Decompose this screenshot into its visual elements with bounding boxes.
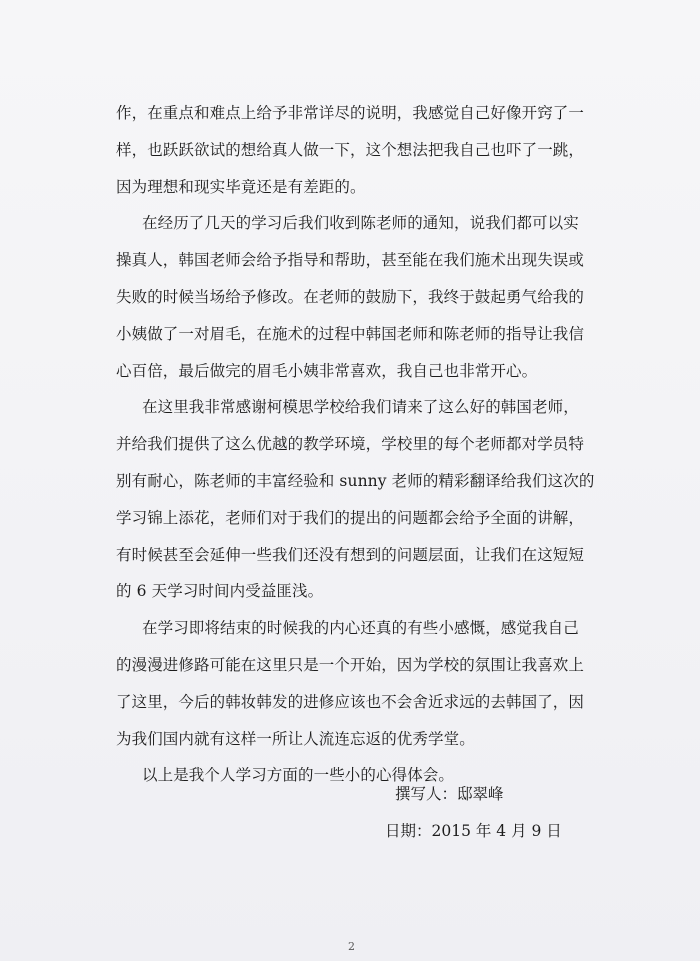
text-line: 样，也跃跃欲试的想给真人做一下，这个想法把我自己也吓了一跳， xyxy=(116,140,585,159)
text-line: 的 6 天学习时间内受益匪浅。 xyxy=(116,582,324,601)
text-line: 有时候甚至会延伸一些我们还没有想到的问题层面，让我们在这短短 xyxy=(116,545,585,564)
page-number: 2 xyxy=(348,940,355,953)
text-line: 小姨做了一对眉毛，在施术的过程中韩国老师和陈老师的指导让我信 xyxy=(116,324,585,343)
text-line: 学习锦上添花，老师们对于我们的提出的问题都会给予全面的讲解， xyxy=(116,508,585,527)
text-line: 了这里，今后的韩妆韩发的进修应该也不会舍近求远的去韩国了，因 xyxy=(116,692,585,711)
text-line: 为我们国内就有这样一所让人流连忘返的优秀学堂。 xyxy=(116,729,475,748)
text-line: 操真人，韩国老师会给予指导和帮助，甚至能在我们施术出现失误或 xyxy=(116,251,585,270)
paragraph-start-line: 在经历了几天的学习后我们收到陈老师的通知，说我们都可以实 xyxy=(142,214,579,233)
signer-line: 撰写人：邸翠峰 xyxy=(395,785,504,803)
paragraph-start-line: 以上是我个人学习方面的一些小的心得体会。 xyxy=(142,766,455,785)
text-line: 失败的时候当场给予修改。在老师的鼓励下，我终于鼓起勇气给我的 xyxy=(116,287,585,306)
text-line: 心百倍，最后做完的眉毛小姨非常喜欢，我自己也非常开心。 xyxy=(116,361,538,380)
text-line: 并给我们提供了这么优越的教学环境，学校里的每个老师都对学员特 xyxy=(116,435,585,454)
text-line: 因为理想和现实毕竟还是有差距的。 xyxy=(116,177,366,196)
text-line: 的漫漫进修路可能在这里只是一个开始，因为学校的氛围让我喜欢上 xyxy=(116,655,585,674)
paragraph-start-line: 在学习即将结束的时候我的内心还真的有些小感慨，感觉我自己 xyxy=(142,619,579,638)
text-line: 别有耐心，陈老师的丰富经验和 sunny 老师的精彩翻译给我们这次的 xyxy=(116,471,595,490)
date-line: 日期：2015 年 4 月 9 日 xyxy=(385,822,562,840)
text-line: 作，在重点和难点上给予非常详尽的说明，我感觉自己好像开窍了一 xyxy=(116,104,585,122)
body-text xyxy=(116,95,596,794)
paragraph-start-line: 在这里我非常感谢柯模思学校给我们请来了这么好的韩国老师， xyxy=(142,398,579,417)
